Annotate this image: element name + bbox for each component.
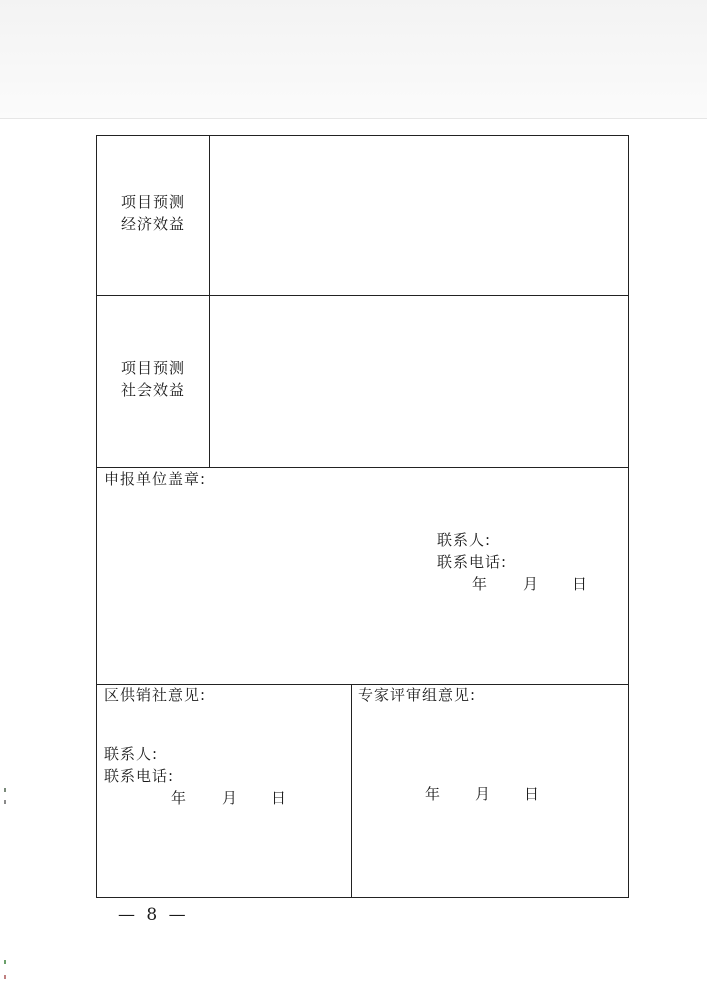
district-opinion-label: 区供销社意见: — [104, 686, 207, 704]
application-form-table — [96, 135, 629, 898]
district-contact-label: 联系人: — [104, 745, 159, 763]
applicant-phone-label: 联系电话: — [437, 553, 508, 571]
social-benefit-label: 项目预测 社会效益 — [120, 359, 185, 399]
scan-speck — [4, 800, 6, 804]
district-date-day: 日 — [271, 789, 287, 807]
applicant-contact-label: 联系人: — [437, 531, 492, 549]
applicant-date-year: 年 — [472, 575, 488, 593]
opinion-column-divider — [351, 684, 352, 898]
expert-date-month: 月 — [475, 785, 491, 803]
scan-speck — [4, 788, 6, 792]
table-border-left — [96, 135, 97, 898]
page-number: — 8 — — [118, 905, 189, 925]
expert-date-day: 日 — [524, 785, 540, 803]
page-top-shadow — [0, 0, 707, 118]
applicant-seal-label: 申报单位盖章: — [104, 470, 207, 488]
scan-speck — [4, 975, 6, 979]
page-top-edge — [0, 118, 707, 119]
economic-benefit-label: 项目预测 经济效益 — [120, 193, 185, 233]
expert-date-year: 年 — [425, 785, 441, 803]
expert-opinion-label: 专家评审组意见: — [358, 686, 477, 704]
scan-speck — [4, 960, 6, 964]
table-border-right — [628, 135, 629, 898]
applicant-date-day: 日 — [572, 575, 588, 593]
district-phone-label: 联系电话: — [104, 767, 175, 785]
table-border-bottom — [96, 897, 629, 898]
economic-benefit-field[interactable] — [210, 136, 628, 295]
district-date-year: 年 — [171, 789, 187, 807]
social-benefit-field[interactable] — [210, 296, 628, 467]
applicant-date-month: 月 — [523, 575, 539, 593]
district-date-month: 月 — [222, 789, 238, 807]
